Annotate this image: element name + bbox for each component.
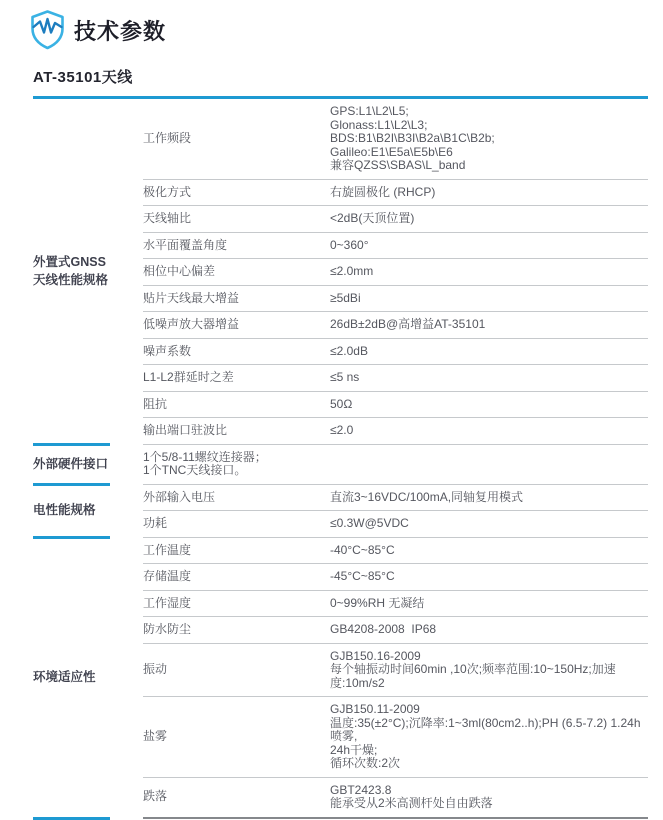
page-header: [0, 0, 663, 51]
param-span-line: 1个TNC天线接口。: [143, 463, 247, 477]
param-value: [330, 371, 648, 385]
category-cell: [33, 538, 143, 819]
category-label: [33, 456, 108, 474]
spec-row: [143, 259, 648, 286]
param-value-line: 26dB±2dB@高增益AT-35101: [330, 317, 486, 331]
param-value: [330, 784, 648, 811]
param-value: [330, 597, 648, 611]
spec-row: [143, 99, 648, 180]
spec-row: [143, 233, 648, 260]
param-value-line: GJB150.11-2009: [330, 702, 420, 716]
spec-row: [143, 697, 648, 778]
spec-row: [143, 778, 648, 819]
param-value: [330, 491, 648, 505]
category-cell: [33, 485, 143, 538]
param-name: 极化方式: [143, 184, 192, 199]
param-value: [330, 105, 648, 173]
param-value-line: 温度:35(±2°C);沉降率:1~3ml(80cm2..h);PH (6.5-7.2) 1.24h喷雾,: [330, 715, 641, 743]
param-name: 低噪声放大器增益: [143, 317, 240, 331]
category-underline: [33, 817, 110, 820]
param-value-line: 0~99%RH 无凝结: [330, 595, 425, 610]
section-rows: [143, 485, 648, 538]
param-value-line: ≤2.0: [330, 423, 354, 437]
param-value-line: Galileo:E1\E5a\E5b\E6: [330, 144, 453, 159]
category-label-line: 环境适应性: [33, 670, 96, 685]
param-value-line: GB4208-2008 IP68: [330, 622, 437, 636]
param-name: 水平面覆盖角度: [143, 237, 228, 252]
section-rows: [143, 445, 648, 485]
param-value: [330, 212, 648, 226]
category-cell: [33, 99, 143, 445]
param-name: 功耗: [143, 516, 168, 530]
spec-row: [143, 511, 648, 538]
param-value-line: 50Ω: [330, 396, 353, 411]
spec-table: [33, 99, 648, 819]
spec-row: [143, 206, 648, 233]
param-value-line: 直流3~16VDC/100mA,同轴复用模式: [330, 489, 524, 504]
param-name: 外部输入电压: [143, 489, 216, 504]
category-label: [33, 669, 96, 687]
param-value: [330, 239, 648, 253]
param-value-line: 右旋圆极化 (RHCP): [330, 184, 436, 199]
section-rows: [143, 99, 648, 445]
param-value: [330, 345, 648, 359]
param-value: [330, 265, 648, 279]
param-value: [330, 292, 648, 306]
param-value-line: -40°C~85°C: [330, 542, 395, 557]
spec-section: [33, 99, 648, 445]
param-value: [330, 544, 648, 558]
spec-row: [143, 286, 648, 313]
category-cell: [33, 445, 143, 485]
param-value-line: GJB150.16-2009: [330, 648, 421, 663]
spec-row: [143, 392, 648, 419]
param-value-line: 每个轴振动时间60min ,10次;频率范围:10~150Hz;加速度:10m/s2: [330, 662, 616, 690]
param-name: 跌落: [143, 789, 168, 804]
param-value-line: 0~360°: [330, 237, 369, 252]
param-value: [330, 623, 648, 637]
param-value-line: -45°C~85°C: [330, 569, 395, 583]
param-value-line: ≥5dBi: [330, 290, 361, 305]
param-value-line: <2dB(天顶位置): [330, 211, 415, 225]
param-value: [330, 424, 648, 438]
param-value: [330, 517, 648, 531]
category-label-line: 电性能规格: [33, 503, 96, 518]
shield-pulse-icon: [29, 9, 66, 51]
param-value: [330, 703, 648, 771]
param-name: 工作频段: [143, 131, 192, 145]
param-value-line: GPS:L1\L2\L5;: [330, 104, 409, 118]
spec-row: [143, 485, 648, 512]
param-value-line: ≤2.0mm: [330, 264, 374, 278]
param-name: 振动: [143, 662, 168, 676]
spec-section: [33, 538, 648, 819]
param-value-line: GBT2423.8: [330, 782, 392, 797]
category-label-line: 外部硬件接口: [33, 456, 109, 471]
param-name: 阻抗: [143, 396, 168, 411]
param-value: [330, 570, 648, 584]
param-name: 盐雾: [143, 729, 168, 743]
section-rows: [143, 538, 648, 819]
param-name: 噪声系数: [143, 343, 192, 358]
param-value-line: ≤5 ns: [330, 370, 360, 384]
category-label: [33, 254, 108, 290]
spec-row: [143, 365, 648, 392]
param-value-line: ≤0.3W@5VDC: [330, 516, 409, 530]
param-value: [330, 186, 648, 200]
param-value-line: 能承受从2米高测杆处自由跌落: [330, 796, 493, 810]
param-value-line: ≤2.0dB: [330, 343, 368, 358]
category-label: [33, 502, 96, 520]
product-subtitle: AT-35101天线: [33, 69, 133, 86]
param-value-line: Glonass:L1\L2\L3;: [330, 117, 428, 132]
param-name: L1-L2群延时之差: [143, 370, 234, 384]
spec-row: [143, 445, 648, 485]
param-name: 防水防尘: [143, 622, 192, 636]
param-value-line: BDS:B1\B2I\B3I\B2a\B1C\B2b;: [330, 131, 495, 145]
spec-row: [143, 418, 648, 445]
param-name: 天线轴比: [143, 211, 192, 225]
param-name: 输出端口驻波比: [143, 423, 228, 437]
spec-row: [143, 339, 648, 366]
category-label-line: 外置式GNSS: [33, 255, 106, 269]
param-name: 存储温度: [143, 569, 192, 583]
spec-row: [143, 617, 648, 644]
param-value-line: 兼容QZSS\SBAS\L_band: [330, 158, 466, 172]
spec-row: [143, 538, 648, 565]
spec-section: [33, 445, 648, 485]
param-name: 工作湿度: [143, 595, 192, 610]
spec-row: [143, 564, 648, 591]
param-name: 工作温度: [143, 542, 192, 557]
param-value-line: 循环次数:2次: [330, 756, 401, 770]
param-span-line: 1个5/8-11螺纹连接器；: [143, 449, 267, 464]
param-value: [330, 398, 648, 412]
spec-section: [33, 485, 648, 538]
param-value: [330, 318, 648, 332]
param-value-line: 24h干燥;: [330, 742, 378, 757]
param-name: 贴片天线最大增益: [143, 290, 240, 305]
category-label-line: 天线性能规格: [33, 272, 109, 287]
spec-row: [143, 312, 648, 339]
spec-row: [143, 591, 648, 618]
spec-row: [143, 644, 648, 698]
page-title: 技术参数: [74, 18, 167, 44]
param-span: [143, 451, 648, 478]
param-name: 相位中心偏差: [143, 264, 216, 278]
spec-row: [143, 180, 648, 207]
param-value: [330, 650, 648, 691]
